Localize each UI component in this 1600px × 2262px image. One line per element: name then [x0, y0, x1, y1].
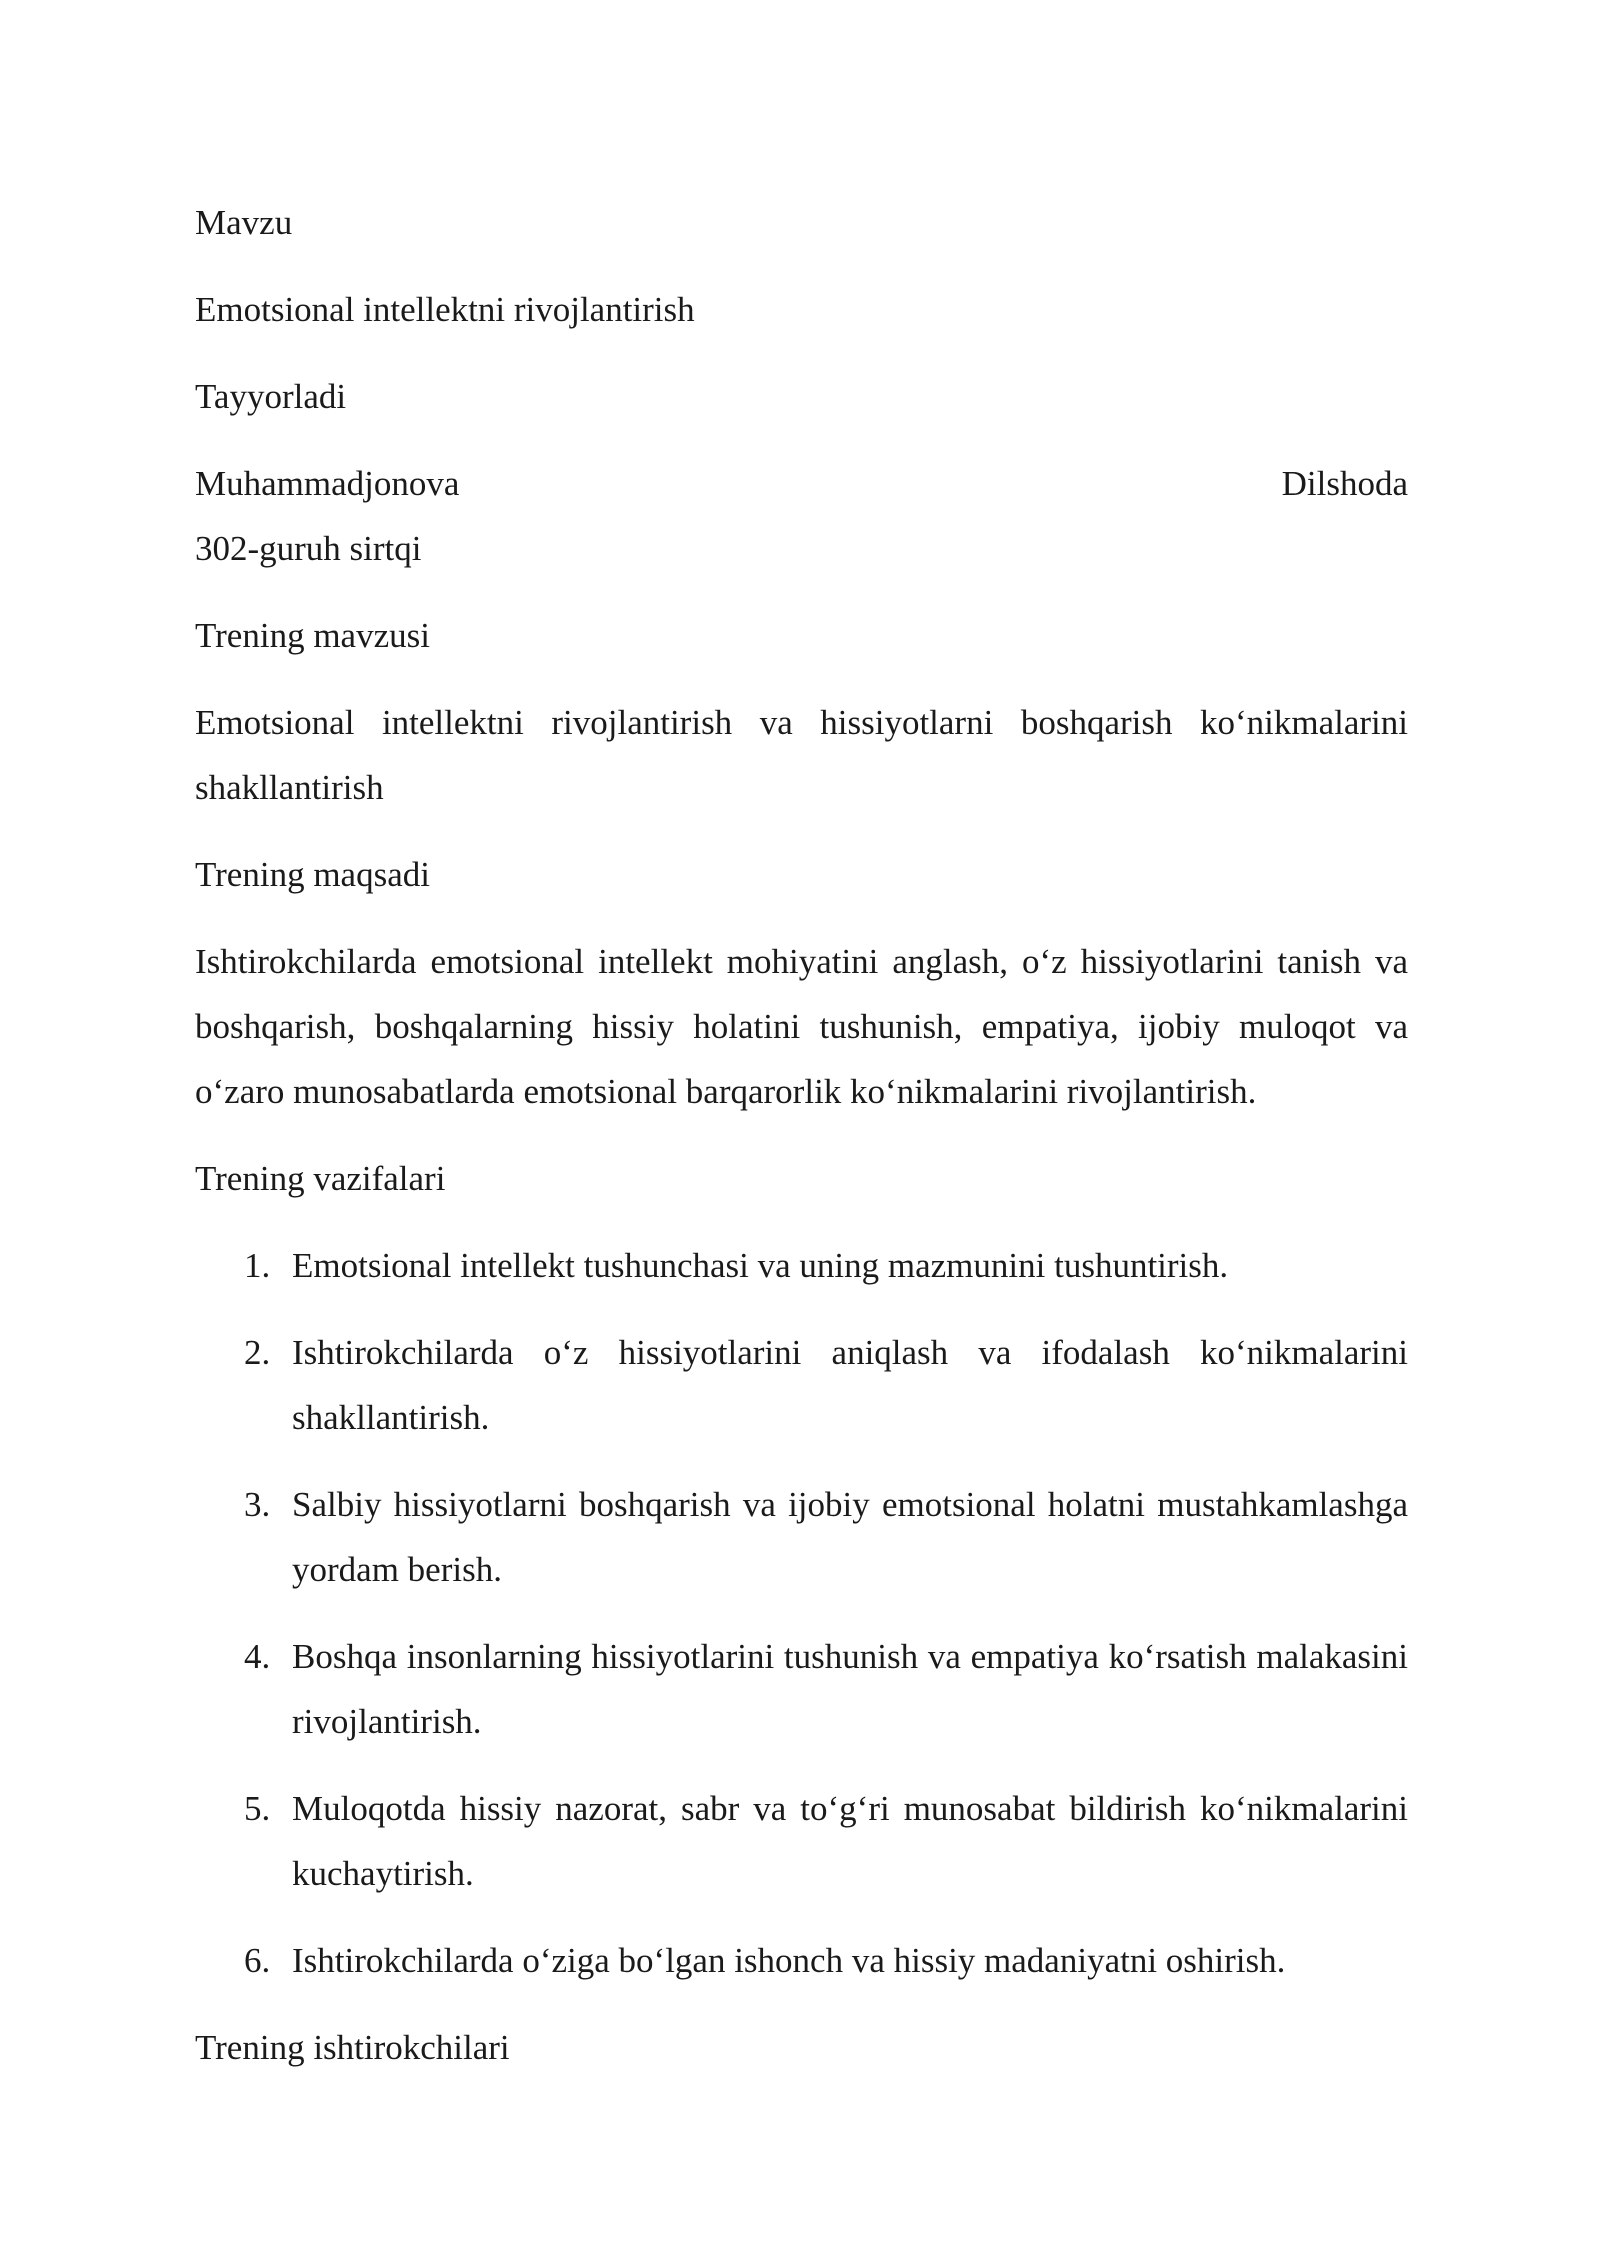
heading-topic: Mavzu [195, 203, 293, 242]
list-item-text: Boshqa insonlarning hissiyotlarini tushunish va empatiya ko‘rsatish malakasini rivojlantirish. [292, 1637, 1408, 1741]
list-item-number: 1. [244, 1246, 271, 1285]
heading-training-topic: Trening mavzusi [195, 616, 430, 655]
list-item-number: 6. [244, 1941, 271, 1980]
author-name: Dilshoda [1281, 464, 1408, 503]
author-group: 302-guruh sirtqi [195, 529, 422, 568]
document-page [195, 190, 1408, 2102]
author-name-row [195, 451, 1408, 516]
list-item-number: 5. [244, 1789, 271, 1828]
heading-goal: Trening maqsadi [195, 855, 430, 894]
list-item-number: 2. [244, 1333, 271, 1372]
list-item [195, 1320, 1408, 1450]
goal-text: Ishtirokchilarda emotsional intellekt mohiyatini anglash, o‘z hissiyotlarini tanish va boshqarish, boshqalarning hissiy holatini tushunish, empatiya, ijobiy muloqot va o‘zaro munosabatlarda emotsional barqarorlik ko‘nikmalarini rivojlantirish. [195, 942, 1408, 1111]
list-item-text: Muloqotda hissiy nazorat, sabr va to‘g‘ri munosabat bildirish ko‘nikmalarini kuchaytirish. [292, 1789, 1408, 1893]
list-item [195, 1472, 1408, 1602]
list-item [195, 1233, 1408, 1298]
list-item [195, 1624, 1408, 1754]
list-item [195, 1928, 1408, 1993]
list-item-text: Salbiy hissiyotlarni boshqarish va ijobiy emotsional holatni mustahkamlashga yordam berish. [292, 1485, 1408, 1589]
tasks-list [195, 1233, 1408, 1993]
list-item-text: Ishtirokchilarda o‘z hissiyotlarini aniqlash va ifodalash ko‘nikmalarini shakllantirish. [292, 1333, 1408, 1437]
heading-tasks: Trening vazifalari [195, 1159, 446, 1198]
topic-text: Emotsional intellektni rivojlantirish [195, 290, 695, 329]
list-item-number: 4. [244, 1637, 271, 1676]
training-topic-text: Emotsional intellektni rivojlantirish va hissiyotlarni boshqarish ko‘nikmalarini shakllantirish [195, 703, 1408, 807]
heading-prepared: Tayyorladi [195, 377, 347, 416]
list-item-text: Emotsional intellekt tushunchasi va uning mazmunini tushuntirish. [292, 1246, 1229, 1285]
list-item-number: 3. [244, 1485, 271, 1524]
list-item [195, 1776, 1408, 1906]
list-item-text: Ishtirokchilarda o‘ziga bo‘lgan ishonch va hissiy madaniyatni oshirish. [292, 1941, 1286, 1980]
heading-participants: Trening ishtirokchilari [195, 2028, 510, 2067]
author-surname: Muhammadjonova [195, 464, 460, 503]
